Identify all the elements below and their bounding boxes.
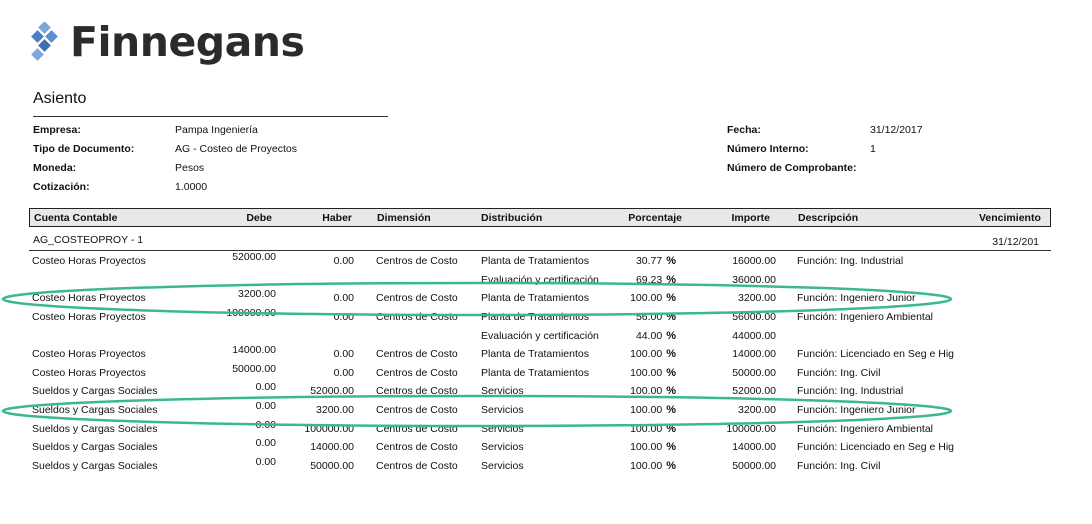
meta-value: 1 [870, 143, 876, 155]
cell-cuenta: Costeo Horas Proyectos [32, 311, 146, 323]
cell-cuenta: Costeo Horas Proyectos [32, 255, 146, 267]
percent-sign: % [666, 441, 676, 453]
cell-debe: 50000.00 [232, 363, 276, 375]
cell-dimension: Centros de Costo [376, 367, 458, 379]
percent-sign: % [666, 330, 676, 342]
cell-cuenta: Sueldos y Cargas Sociales [32, 404, 158, 416]
highlight-ellipse [3, 396, 951, 426]
percent-sign: % [666, 292, 676, 304]
cell-haber: 0.00 [333, 348, 354, 360]
cell-dimension: Centros de Costo [376, 385, 458, 397]
meta-label: Fecha: [727, 124, 761, 136]
col-cuenta: Cuenta Contable [34, 212, 118, 224]
group-vencimiento: 31/12/201 [992, 236, 1039, 248]
cell-dimension: Centros de Costo [376, 460, 458, 472]
cell-haber: 52000.00 [310, 385, 354, 397]
cell-importe: 3200.00 [738, 404, 776, 416]
cell-dimension: Centros de Costo [376, 311, 458, 323]
cell-descripcion: Función: Ing. Civil [797, 367, 881, 379]
cell-descripcion: Función: Ing. Industrial [797, 385, 904, 397]
cell-distribucion: Planta de Tratamientos [481, 348, 589, 360]
cell-importe: 16000.00 [732, 255, 776, 267]
cell-descripcion: Función: Ingeniero Ambiental [797, 311, 934, 323]
percent-sign: % [666, 404, 676, 416]
cell-importe: 44000.00 [732, 330, 776, 342]
brand-name: Finnegans [70, 18, 305, 66]
percent-sign: % [666, 367, 676, 379]
cell-dimension: Centros de Costo [376, 404, 458, 416]
meta-value: 31/12/2017 [870, 124, 923, 136]
cell-haber: 50000.00 [310, 460, 354, 472]
cell-importe: 52000.00 [732, 385, 776, 397]
porcentaje-value: 69.23 [635, 274, 663, 286]
meta-value: 1.0000 [175, 181, 208, 193]
cell-dimension: Centros de Costo [376, 292, 458, 304]
cell-cuenta: Sueldos y Cargas Sociales [32, 423, 158, 435]
col-importe: Importe [731, 212, 770, 224]
cell-haber: 0.00 [333, 367, 354, 379]
cell-debe: 52000.00 [232, 251, 276, 263]
cell-haber: 0.00 [333, 255, 354, 267]
cell-descripcion: Función: Licenciado en Seg e Hig [797, 348, 955, 360]
document-title: Asiento [33, 90, 87, 107]
cell-importe: 14000.00 [732, 348, 776, 360]
cell-haber: 0.00 [333, 292, 354, 304]
cell-cuenta: Costeo Horas Proyectos [32, 292, 146, 304]
percent-sign: % [666, 274, 676, 286]
cell-distribucion: Evaluación y certificación [481, 274, 599, 286]
cell-distribucion: Servicios [481, 404, 524, 416]
col-dimension: Dimensión [377, 212, 431, 224]
cell-dimension: Centros de Costo [376, 423, 458, 435]
cell-haber: 100000.00 [304, 423, 354, 435]
cell-cuenta: Sueldos y Cargas Sociales [32, 385, 158, 397]
col-porcentaje: Porcentaje [628, 212, 682, 224]
cell-debe: 0.00 [255, 437, 276, 449]
meta-label: Número de Comprobante: [727, 162, 857, 174]
porcentaje-value: 30.77 [635, 255, 663, 267]
cell-distribucion: Planta de Tratamientos [481, 367, 589, 379]
cell-dimension: Centros de Costo [376, 441, 458, 453]
cell-debe: 0.00 [255, 381, 276, 393]
porcentaje-value: 100.00 [630, 441, 663, 453]
meta-value: Pampa Ingeniería [175, 124, 258, 136]
cell-haber: 14000.00 [310, 441, 354, 453]
cell-distribucion: Servicios [481, 385, 524, 397]
col-haber: Haber [322, 212, 352, 224]
cell-distribucion: Planta de Tratamientos [481, 311, 589, 323]
meta-label: Tipo de Documento: [33, 143, 135, 155]
cell-descripcion: Función: Licenciado en Seg e Hig [797, 441, 955, 453]
cell-importe: 100000.00 [726, 423, 776, 435]
cell-haber: 0.00 [333, 311, 354, 323]
cell-debe: 0.00 [255, 419, 276, 431]
cell-distribucion: Servicios [481, 423, 524, 435]
cell-distribucion: Evaluación y certificación [481, 330, 599, 342]
porcentaje-value: 56.00 [635, 311, 663, 323]
porcentaje-value: 100.00 [630, 367, 663, 379]
meta-label: Cotización: [33, 181, 90, 193]
cell-cuenta: Sueldos y Cargas Sociales [32, 441, 158, 453]
cell-descripcion: Función: Ingeniero Junior [797, 292, 916, 304]
cell-importe: 3200.00 [738, 292, 776, 304]
cell-descripcion: Función: Ing. Civil [797, 460, 881, 472]
col-vencimiento: Vencimiento [979, 212, 1041, 224]
cell-distribucion: Servicios [481, 441, 524, 453]
group-name: AG_COSTEOPROY - 1 [33, 234, 144, 246]
cell-debe: 0.00 [255, 456, 276, 468]
cell-descripcion: Función: Ing. Industrial [797, 255, 904, 267]
cell-cuenta: Sueldos y Cargas Sociales [32, 460, 158, 472]
col-distribucion: Distribución [481, 212, 543, 224]
cell-distribucion: Servicios [481, 460, 524, 472]
percent-sign: % [666, 255, 676, 267]
porcentaje-value: 100.00 [630, 423, 663, 435]
highlight-ellipse [3, 283, 951, 315]
cell-debe: 3200.00 [238, 288, 276, 300]
percent-sign: % [666, 385, 676, 397]
cell-cuenta: Costeo Horas Proyectos [32, 367, 146, 379]
porcentaje-value: 100.00 [630, 348, 663, 360]
cell-descripcion: Función: Ingeniero Junior [797, 404, 916, 416]
cell-debe: 14000.00 [232, 344, 276, 356]
cell-cuenta: Costeo Horas Proyectos [32, 348, 146, 360]
col-descripcion: Descripción [798, 212, 859, 224]
cell-haber: 3200.00 [316, 404, 354, 416]
cell-distribucion: Planta de Tratamientos [481, 292, 589, 304]
cell-debe: 0.00 [255, 400, 276, 412]
porcentaje-value: 100.00 [630, 460, 663, 472]
col-debe: Debe [246, 212, 272, 224]
cell-importe: 50000.00 [732, 460, 776, 472]
meta-label: Número Interno: [727, 143, 809, 155]
meta-label: Moneda: [33, 162, 77, 174]
meta-label: Empresa: [33, 124, 81, 136]
percent-sign: % [666, 311, 676, 323]
cell-descripcion: Función: Ingeniero Ambiental [797, 423, 934, 435]
cell-importe: 14000.00 [732, 441, 776, 453]
cell-importe: 50000.00 [732, 367, 776, 379]
cell-dimension: Centros de Costo [376, 348, 458, 360]
meta-value: AG - Costeo de Proyectos [175, 143, 297, 155]
porcentaje-value: 100.00 [630, 385, 663, 397]
meta-value: Pesos [175, 162, 205, 174]
porcentaje-value: 100.00 [630, 404, 663, 416]
percent-sign: % [666, 348, 676, 360]
cell-debe: 100000.00 [226, 307, 276, 319]
cell-importe: 36000.00 [732, 274, 776, 286]
cell-distribucion: Planta de Tratamientos [481, 255, 589, 267]
percent-sign: % [666, 423, 676, 435]
cell-dimension: Centros de Costo [376, 255, 458, 267]
porcentaje-value: 100.00 [630, 292, 663, 304]
percent-sign: % [666, 460, 676, 472]
cell-importe: 56000.00 [732, 311, 776, 323]
porcentaje-value: 44.00 [635, 330, 663, 342]
